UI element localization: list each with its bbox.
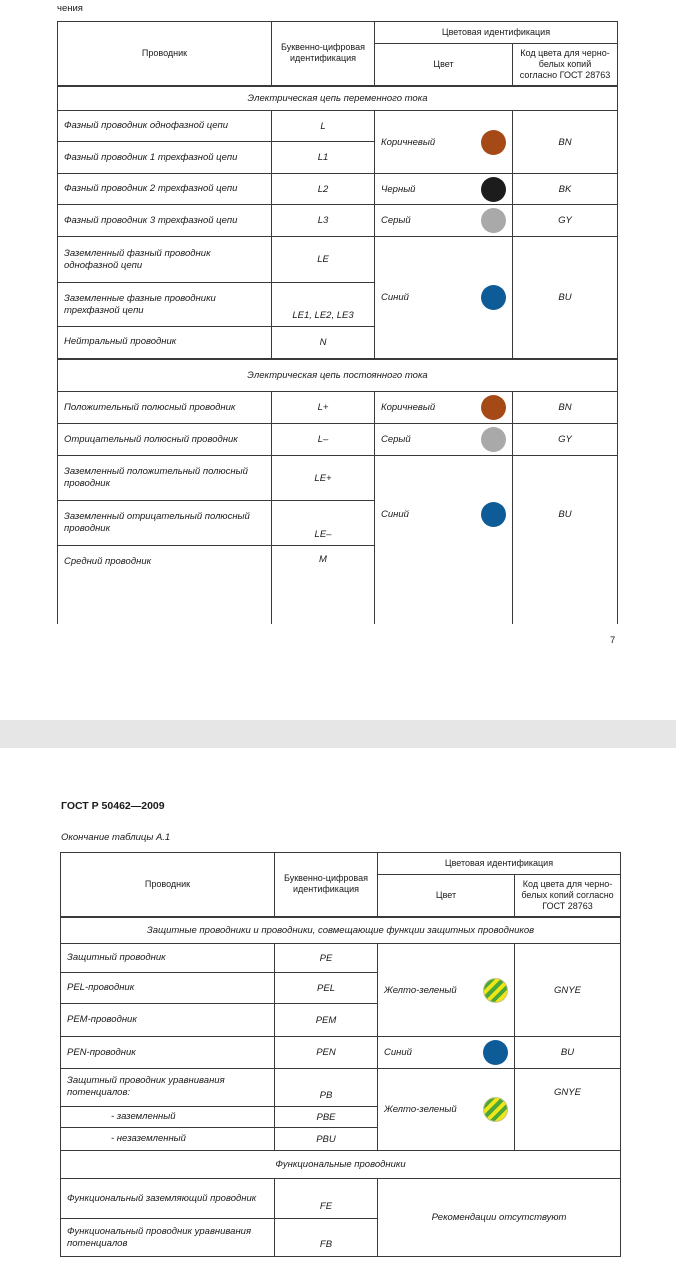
bw-code-cell: BU (513, 456, 618, 624)
header-color: Цвет (378, 875, 515, 917)
code-cell: L2 (272, 174, 375, 205)
code-cell: PE (275, 944, 378, 973)
code-cell: LE– (272, 501, 375, 546)
page-number: 7 (610, 635, 616, 646)
text-fragment: чения (57, 3, 83, 14)
color-name: Желто-зеленый (384, 984, 457, 996)
conductor-cell: PEL-проводник (61, 973, 275, 1004)
document-page-8 (0, 748, 676, 1280)
bw-code-cell: BN (513, 392, 618, 424)
header-conductor: Проводник (58, 22, 272, 86)
code-cell: PEN (275, 1037, 378, 1069)
header-bw-code: Код цвета для черно-белых копий согласно ГОСТ 28763 (515, 875, 621, 917)
page-separator (0, 720, 676, 748)
header-alnum-id: Буквенно-цифровая идентификация (272, 22, 375, 86)
header-color-id: Цветовая идентификация (378, 853, 621, 875)
bw-code-cell: GNYE (515, 1069, 621, 1151)
conductor-cell: PEN-проводник (61, 1037, 275, 1069)
bw-code-cell: BN (513, 111, 618, 174)
conductor-cell: Положительный полюсный проводник (58, 392, 272, 424)
conductor-cell: Средний проводник (58, 546, 272, 624)
code-cell: LE (272, 237, 375, 283)
blue-color-dot-icon (483, 1040, 508, 1065)
color-cell (375, 237, 513, 359)
code-cell: L3 (272, 205, 375, 237)
bw-code-cell: GY (513, 205, 618, 237)
conductor-cell: Отрицательный полюсный проводник (58, 424, 272, 456)
conductor-cell: Фазный проводник 3 трехфазной цепи (58, 205, 272, 237)
color-cell (378, 1037, 515, 1069)
conductor-cell: Заземленный фазный проводник однофазной цепи (58, 237, 272, 283)
code-cell: PEL (275, 973, 378, 1004)
bw-code-cell: BU (513, 237, 618, 359)
doc-title: ГОСТ Р 50462—2009 (61, 800, 165, 812)
code-cell: FB (275, 1219, 378, 1257)
color-cell (375, 111, 513, 174)
bw-code-cell: BU (515, 1037, 621, 1069)
color-cell (375, 424, 513, 456)
code-cell: L (272, 111, 375, 142)
conductor-cell: Защитный проводник уравнивания потенциалов: (61, 1069, 275, 1107)
color-table-part-2 (60, 852, 621, 1257)
color-name: Синий (381, 291, 409, 303)
bw-code-cell: GNYE (515, 944, 621, 1037)
conductor-cell: Нейтральный проводник (58, 327, 272, 359)
table-caption: Окончание таблицы А.1 (61, 832, 171, 843)
code-cell: L– (272, 424, 375, 456)
conductor-cell: Функциональный заземляющий проводник (61, 1179, 275, 1219)
brown-color-dot-icon (481, 130, 506, 155)
color-name: Желто-зеленый (384, 1104, 457, 1115)
bw-code-cell: BK (513, 174, 618, 205)
code-cell: PEM (275, 1004, 378, 1037)
grey-color-dot-icon (481, 208, 506, 233)
code-cell: LE+ (272, 456, 375, 501)
yellow-green-color-dot-icon (483, 978, 508, 1003)
color-name: Синий (384, 1047, 412, 1058)
blue-color-dot-icon (481, 502, 506, 527)
color-name: Коричневый (381, 136, 436, 148)
section-ac: Электрическая цепь переменного тока (58, 86, 618, 111)
section-protective: Защитные проводники и проводники, совмещающие функции защитных проводников (61, 917, 621, 944)
grey-color-dot-icon (481, 427, 506, 452)
bw-code-cell: GY (513, 424, 618, 456)
header-alnum-id: Буквенно-цифровая идентификация (275, 853, 378, 917)
conductor-cell: PEM-проводник (61, 1004, 275, 1037)
conductor-cell: - заземленный (61, 1107, 275, 1128)
conductor-cell: Заземленные фазные проводники трехфазной цепи (58, 283, 272, 327)
recommendation-note: Рекомендации отсутствуют (378, 1179, 621, 1257)
color-cell (378, 944, 515, 1037)
code-cell: PBU (275, 1128, 378, 1151)
code-cell: FE (275, 1179, 378, 1219)
color-name: Черный (381, 183, 416, 195)
black-color-dot-icon (481, 177, 506, 202)
color-name: Коричневый (381, 402, 436, 413)
conductor-cell: Фазный проводник однофазной цепи (58, 111, 272, 142)
conductor-cell: Функциональный проводник уравнивания потенциалов (61, 1219, 275, 1257)
color-cell (375, 456, 513, 624)
conductor-cell: Фазный проводник 1 трехфазной цепи (58, 142, 272, 174)
conductor-cell: - незаземленный (61, 1128, 275, 1151)
blue-color-dot-icon (481, 285, 506, 310)
header-color-id: Цветовая идентификация (375, 22, 618, 44)
code-cell: M (272, 546, 375, 624)
color-table-part-1 (57, 21, 618, 624)
conductor-cell: Заземленный отрицательный полюсный проводник (58, 501, 272, 546)
yellow-green-color-dot-icon (483, 1097, 508, 1122)
color-cell (375, 392, 513, 424)
code-cell: PBE (275, 1107, 378, 1128)
code-cell: PB (275, 1069, 378, 1107)
section-dc: Электрическая цепь постоянного тока (58, 359, 618, 392)
color-name: Синий (381, 509, 409, 520)
code-cell: N (272, 327, 375, 359)
section-functional: Функциональные проводники (61, 1151, 621, 1179)
color-cell (375, 205, 513, 237)
header-bw-code: Код цвета для черно-белых копий согласно ГОСТ 28763 (513, 44, 618, 86)
code-cell: L+ (272, 392, 375, 424)
header-color: Цвет (375, 44, 513, 86)
color-cell (375, 174, 513, 205)
code-cell: LE1, LE2, LE3 (272, 283, 375, 327)
color-cell (378, 1069, 515, 1151)
header-conductor: Проводник (61, 853, 275, 917)
conductor-cell: Заземленный положительный полюсный проводник (58, 456, 272, 501)
conductor-cell: Фазный проводник 2 трехфазной цепи (58, 174, 272, 205)
color-name: Серый (381, 434, 411, 445)
brown-color-dot-icon (481, 395, 506, 420)
code-cell: L1 (272, 142, 375, 174)
color-name: Серый (381, 215, 411, 226)
conductor-cell: Защитный проводник (61, 944, 275, 973)
